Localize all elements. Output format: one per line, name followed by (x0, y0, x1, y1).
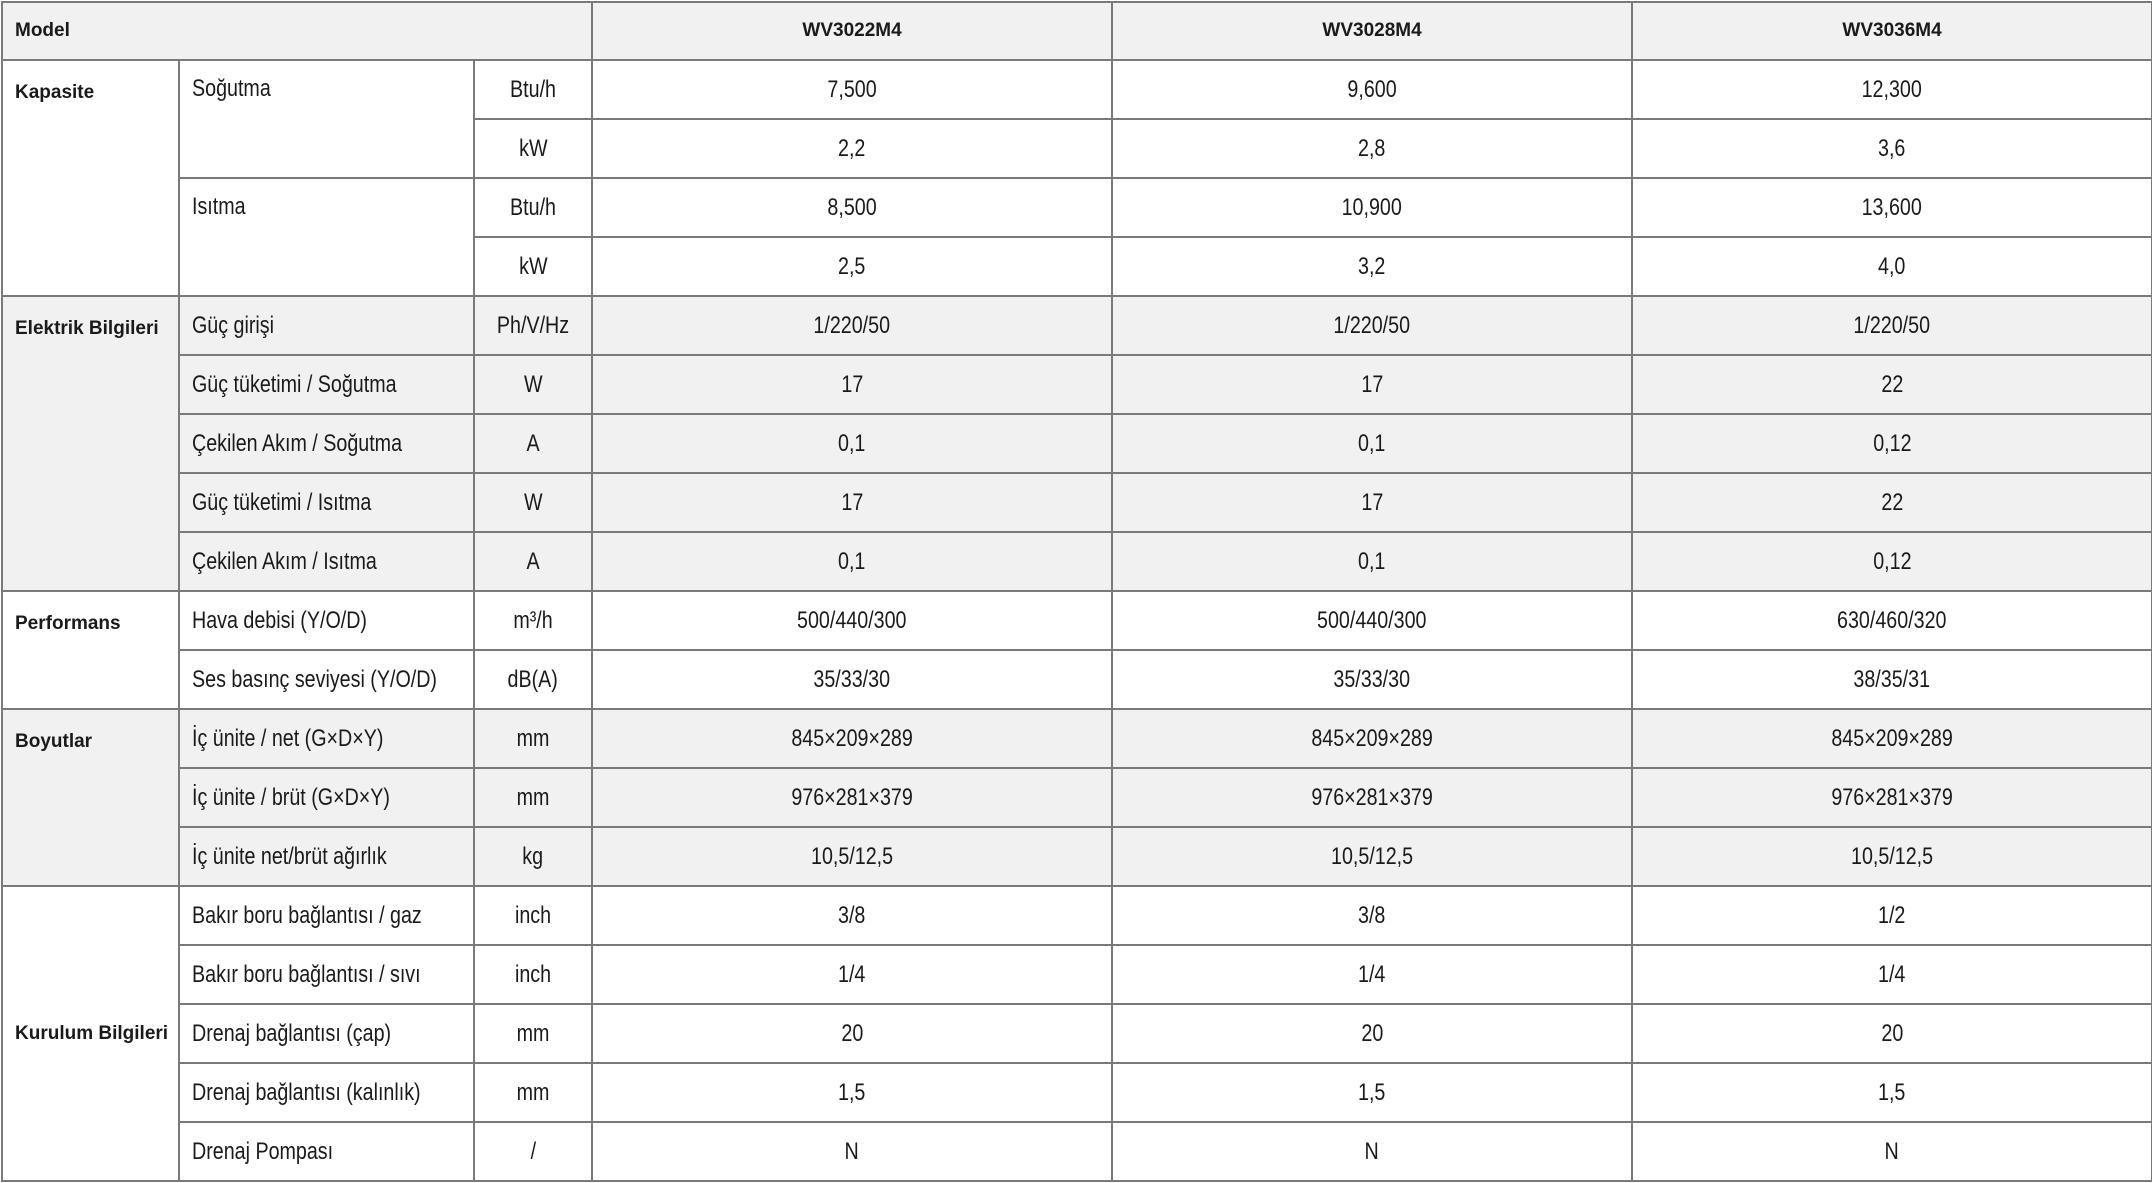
parameter-cell (179, 591, 474, 650)
value-cell (1112, 60, 1632, 119)
value-cell (592, 119, 1112, 178)
value-text: 20 (1881, 1019, 1903, 1047)
parameter-label: Drenaj Pompası (192, 1137, 334, 1165)
value-cell (592, 414, 1112, 473)
value-cell (592, 709, 1112, 768)
value-text: 38/35/31 (1853, 665, 1931, 693)
value-cell (1632, 473, 2152, 532)
unit-cell (474, 1063, 592, 1122)
unit-cell (474, 473, 592, 532)
value-cell (1112, 1063, 1632, 1122)
value-text: 2,8 (1358, 134, 1386, 162)
unit-label: kg (522, 842, 544, 870)
value-text: 17 (841, 370, 863, 398)
unit-cell (474, 414, 592, 473)
value-cell (1632, 414, 2152, 473)
unit-label: / (530, 1137, 536, 1165)
value-cell (1112, 119, 1632, 178)
table-row (2, 1004, 2152, 1063)
value-text: 22 (1881, 370, 1903, 398)
value-cell (1632, 768, 2152, 827)
value-cell (592, 1122, 1112, 1181)
value-cell (1112, 296, 1632, 355)
unit-cell (474, 1004, 592, 1063)
value-cell (1112, 532, 1632, 591)
unit-cell (474, 532, 592, 591)
unit-label: Ph/V/Hz (496, 311, 570, 339)
value-text: N (1364, 1137, 1380, 1165)
parameter-label: Soğutma (192, 75, 271, 102)
parameter-cell (179, 296, 474, 355)
parameter-label: Güç girişi (192, 311, 275, 339)
parameter-label: Isıtma (192, 193, 246, 220)
value-cell (1632, 1063, 2152, 1122)
parameter-label: Güç tüketimi / Soğutma (192, 370, 397, 398)
unit-label: Btu/h (510, 193, 556, 221)
value-text: 20 (1361, 1019, 1383, 1047)
parameter-cell (179, 768, 474, 827)
value-text: 10,900 (1341, 193, 1403, 221)
value-cell (1112, 178, 1632, 237)
value-cell (1632, 178, 2152, 237)
value-cell (1632, 1122, 2152, 1181)
spec-table (1, 1, 2152, 1182)
value-cell (1112, 591, 1632, 650)
unit-cell (474, 1122, 592, 1181)
value-text: 10,5/12,5 (810, 842, 894, 870)
value-text: 1/4 (1878, 960, 1906, 988)
table-row (2, 1063, 2152, 1122)
category-cell: Kapasite (2, 60, 179, 296)
value-text: 976×281×379 (791, 783, 913, 811)
value-cell (1112, 768, 1632, 827)
value-cell (1112, 945, 1632, 1004)
table-row (2, 414, 2152, 473)
value-cell (1112, 827, 1632, 886)
value-cell (1632, 237, 2152, 296)
unit-label: inch (514, 901, 552, 929)
unit-cell (474, 945, 592, 1004)
parameter-cell (179, 886, 474, 945)
category-cell: Performans (2, 591, 179, 709)
unit-cell (474, 60, 592, 119)
parameter-cell (179, 414, 474, 473)
value-cell (592, 178, 1112, 237)
value-cell (1112, 650, 1632, 709)
value-cell (592, 296, 1112, 355)
parameter-cell (179, 1063, 474, 1122)
value-cell (1632, 119, 2152, 178)
value-text: 35/33/30 (813, 665, 891, 693)
parameter-cell (179, 60, 474, 178)
parameter-cell (179, 1122, 474, 1181)
value-text: 976×281×379 (1831, 783, 1953, 811)
parameter-label: Drenaj bağlantısı (çap) (192, 1019, 392, 1047)
parameter-cell (179, 827, 474, 886)
parameter-label: Güç tüketimi / Isıtma (192, 488, 372, 516)
parameter-label: Çekilen Akım / Isıtma (192, 547, 377, 575)
value-text: 10,5/12,5 (1330, 842, 1414, 870)
value-text: 1,5 (1358, 1078, 1386, 1106)
value-text: 0,1 (1358, 429, 1386, 457)
parameter-label: İç ünite / brüt (G×D×Y) (192, 783, 390, 811)
unit-label: kW (518, 134, 548, 162)
value-cell (592, 60, 1112, 119)
value-text: 976×281×379 (1311, 783, 1433, 811)
value-cell (1632, 886, 2152, 945)
value-text: 0,12 (1872, 429, 1912, 457)
value-cell (592, 1063, 1112, 1122)
table-row (2, 473, 2152, 532)
unit-cell (474, 178, 592, 237)
parameter-cell (179, 178, 474, 296)
parameter-label: Bakır boru bağlantısı / gaz (192, 901, 422, 929)
parameter-label: Çekilen Akım / Soğutma (192, 429, 403, 457)
value-cell (592, 473, 1112, 532)
value-text: 3/8 (1358, 901, 1386, 929)
value-text: 0,1 (1358, 547, 1386, 575)
value-cell (592, 886, 1112, 945)
table-row (2, 827, 2152, 886)
parameter-cell (179, 650, 474, 709)
value-text: 2,2 (838, 134, 866, 162)
value-text: 12,300 (1861, 75, 1923, 103)
table-row (2, 945, 2152, 1004)
value-cell (592, 1004, 1112, 1063)
parameter-label: Drenaj bağlantısı (kalınlık) (192, 1078, 421, 1106)
table-row (2, 709, 2152, 768)
value-text: 2,5 (838, 252, 866, 280)
value-text: 17 (841, 488, 863, 516)
value-cell (1632, 532, 2152, 591)
unit-cell (474, 709, 592, 768)
value-cell (592, 768, 1112, 827)
table-row (2, 1122, 2152, 1181)
unit-label: Btu/h (510, 75, 556, 103)
unit-cell (474, 768, 592, 827)
unit-cell (474, 119, 592, 178)
value-text: 20 (841, 1019, 863, 1047)
unit-label: dB(A) (507, 665, 559, 693)
table-row (2, 768, 2152, 827)
table-row (2, 591, 2152, 650)
value-text: 0,1 (838, 429, 866, 457)
value-cell (592, 591, 1112, 650)
value-cell (592, 827, 1112, 886)
value-cell (1112, 709, 1632, 768)
unit-cell (474, 355, 592, 414)
value-text: 630/460/320 (1837, 606, 1947, 634)
value-text: 845×209×289 (791, 724, 913, 752)
value-cell (1112, 886, 1632, 945)
value-text: 1/220/50 (813, 311, 891, 339)
value-cell (1112, 237, 1632, 296)
category-cell: Elektrik Bilgileri (2, 296, 179, 591)
value-text: 3/8 (838, 901, 866, 929)
value-text: 1/2 (1878, 901, 1906, 929)
value-cell (1632, 945, 2152, 1004)
value-text: 4,0 (1878, 252, 1906, 280)
value-cell (592, 532, 1112, 591)
table-row (2, 296, 2152, 355)
value-text: 1,5 (838, 1078, 866, 1106)
value-text: 10,5/12,5 (1850, 842, 1934, 870)
parameter-label: Ses basınç seviyesi (Y/O/D) (192, 665, 437, 693)
unit-label: A (526, 429, 540, 457)
value-text: 9,600 (1347, 75, 1397, 103)
value-cell (592, 945, 1112, 1004)
value-text: 8,500 (827, 193, 877, 221)
value-text: 22 (1881, 488, 1903, 516)
value-text: 17 (1361, 370, 1383, 398)
unit-label: mm (516, 1078, 550, 1106)
parameter-cell (179, 355, 474, 414)
value-text: 17 (1361, 488, 1383, 516)
table-row (2, 532, 2152, 591)
value-text: 500/440/300 (797, 606, 907, 634)
unit-cell (474, 886, 592, 945)
value-cell (1632, 650, 2152, 709)
unit-label: mm (516, 783, 550, 811)
unit-label: W (523, 488, 543, 516)
value-text: 1/4 (838, 960, 866, 988)
value-cell (592, 650, 1112, 709)
unit-label: mm (516, 1019, 550, 1047)
unit-cell (474, 296, 592, 355)
value-cell (1112, 355, 1632, 414)
unit-cell (474, 237, 592, 296)
value-cell (1112, 1004, 1632, 1063)
header-row (2, 2, 2152, 60)
value-text: 845×209×289 (1311, 724, 1433, 752)
unit-label: A (526, 547, 540, 575)
model-column-header: WV3028M4 (1112, 2, 1632, 60)
value-text: N (844, 1137, 860, 1165)
value-text: 1/220/50 (1853, 311, 1931, 339)
unit-label: W (523, 370, 543, 398)
value-cell (1112, 473, 1632, 532)
value-cell (1632, 60, 2152, 119)
parameter-cell (179, 473, 474, 532)
value-text: 7,500 (827, 75, 877, 103)
unit-cell (474, 591, 592, 650)
value-cell (592, 237, 1112, 296)
value-cell (1632, 827, 2152, 886)
parameter-cell (179, 709, 474, 768)
value-text: 0,1 (838, 547, 866, 575)
parameter-cell (179, 1004, 474, 1063)
value-text: 1/4 (1358, 960, 1386, 988)
unit-label: kW (518, 252, 548, 280)
spec-body (2, 60, 2152, 1181)
value-cell (1632, 591, 2152, 650)
parameter-label: Bakır boru bağlantısı / sıvı (192, 960, 421, 988)
table-row (2, 355, 2152, 414)
table-row (2, 650, 2152, 709)
category-cell: Kurulum Bilgileri (2, 886, 179, 1181)
table-row (2, 886, 2152, 945)
value-text: 0,12 (1872, 547, 1912, 575)
value-cell (1112, 1122, 1632, 1181)
value-text: 845×209×289 (1831, 724, 1953, 752)
category-cell: Boyutlar (2, 709, 179, 886)
value-cell (1112, 414, 1632, 473)
unit-cell (474, 827, 592, 886)
table-row (2, 178, 2152, 237)
unit-label: mm (516, 724, 550, 752)
value-cell (1632, 355, 2152, 414)
value-cell (1632, 1004, 2152, 1063)
value-text: 3,2 (1358, 252, 1386, 280)
value-text: 1/220/50 (1333, 311, 1411, 339)
parameter-cell (179, 532, 474, 591)
model-column-header: WV3036M4 (1632, 2, 2152, 60)
value-text: 1,5 (1878, 1078, 1906, 1106)
unit-cell (474, 650, 592, 709)
value-cell (1632, 296, 2152, 355)
parameter-label: İç ünite net/brüt ağırlık (192, 842, 387, 870)
value-text: 500/440/300 (1317, 606, 1427, 634)
value-cell (592, 355, 1112, 414)
value-text: 35/33/30 (1333, 665, 1411, 693)
value-cell (1632, 709, 2152, 768)
value-text: N (1884, 1137, 1900, 1165)
value-text: 13,600 (1861, 193, 1923, 221)
model-header: Model (2, 2, 592, 60)
value-text: 3,6 (1878, 134, 1906, 162)
table-row (2, 60, 2152, 119)
parameter-label: Hava debisi (Y/O/D) (192, 606, 367, 634)
parameter-label: İç ünite / net (G×D×Y) (192, 724, 384, 752)
unit-label: m³/h (513, 606, 553, 634)
parameter-cell (179, 945, 474, 1004)
model-column-header: WV3022M4 (592, 2, 1112, 60)
unit-label: inch (514, 960, 552, 988)
